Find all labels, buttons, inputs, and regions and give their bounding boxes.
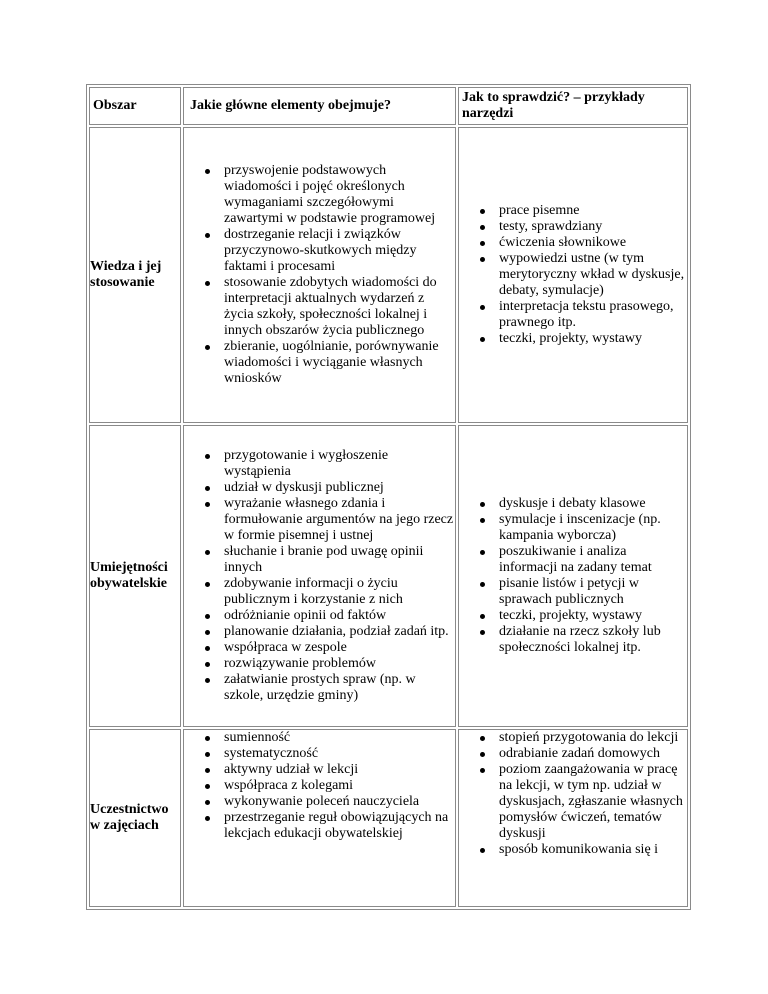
table-header-row <box>89 87 688 125</box>
elements-list <box>184 163 455 387</box>
list-item: dyskusje i debaty klasowe <box>499 496 687 512</box>
header-area-label: Obszar <box>93 98 137 113</box>
list-item: współpraca w zespole <box>224 640 455 656</box>
area-cell <box>89 127 181 423</box>
list-item: teczki, projekty, wystawy <box>499 331 687 347</box>
list-item: rozwiązywanie problemów <box>224 656 455 672</box>
area-label-line1: Uczestnictwo <box>90 802 169 817</box>
list-item: poziom zaangażowania w pracę na lekcji, w tym np. udział w dyskusjach, zgłaszanie własnych pomysłów ćwiczeń, tematów dyskusji <box>499 762 687 842</box>
list-item: teczki, projekty, wystawy <box>499 608 687 624</box>
list-item: przestrzeganie reguł obowiązujących na lekcjach edukacji obywatelskiej <box>224 810 455 842</box>
area-label-line1: Wiedza i jej <box>90 259 162 274</box>
list-item: systematyczność <box>224 746 455 762</box>
list-item: zdobywanie informacji o życiu publicznym i korzystanie z nich <box>224 576 455 608</box>
list-item: załatwianie prostych spraw (np. w szkole, urzędzie gminy) <box>224 672 455 704</box>
area-cell <box>89 729 181 907</box>
list-item: aktywny udział w lekcji <box>224 762 455 778</box>
tools-cell <box>458 127 688 423</box>
table-row-participation <box>89 729 688 907</box>
elements-cell <box>183 729 456 907</box>
tools-list <box>459 496 687 656</box>
list-item: odrabianie zadań domowych <box>499 746 687 762</box>
header-tools <box>458 87 688 125</box>
elements-cell <box>183 127 456 423</box>
list-item: pisanie listów i petycji w sprawach publicznych <box>499 576 687 608</box>
header-tools-line1: Jak to sprawdzić? – przykłady <box>462 90 645 105</box>
list-item: działanie na rzecz szkoły lub społeczności lokalnej itp. <box>499 624 687 656</box>
list-item: przygotowanie i wygłoszenie wystąpienia <box>224 448 455 480</box>
tools-list <box>459 730 687 858</box>
list-item: symulacje i inscenizacje (np. kampania wyborcza) <box>499 512 687 544</box>
list-item: wypowiedzi ustne (w tym merytoryczny wkład w dyskusje, debaty, symulacje) <box>499 251 687 299</box>
list-item: interpretacja tekstu prasowego, prawnego itp. <box>499 299 687 331</box>
assessment-table <box>86 84 691 910</box>
list-item: przyswojenie podstawowych wiadomości i pojęć określonych wymaganiami szczegółowymi zawartymi w podstawie programowej <box>224 163 455 227</box>
list-item: stosowanie zdobytych wiadomości do interpretacji aktualnych wydarzeń z życia szkoły, społeczności lokalnej i innych obszarów życia publicznego <box>224 275 455 339</box>
tools-cell <box>458 425 688 727</box>
list-item: planowanie działania, podział zadań itp. <box>224 624 455 640</box>
elements-list <box>184 448 455 704</box>
header-elements-label: Jakie główne elementy obejmuje? <box>190 98 392 113</box>
list-item: współpraca z kolegami <box>224 778 455 794</box>
area-label-line2: stosowanie <box>90 275 155 290</box>
elements-cell <box>183 425 456 727</box>
list-item: prace pisemne <box>499 203 687 219</box>
area-label-line2: w zajęciach <box>90 818 159 833</box>
list-item: udział w dyskusji publicznej <box>224 480 455 496</box>
list-item: dostrzeganie relacji i związków przyczynowo-skutkowych między faktami i procesami <box>224 227 455 275</box>
area-label-line2: obywatelskie <box>90 576 167 591</box>
tools-list <box>459 203 687 347</box>
list-item: sposób komunikowania się i <box>499 842 687 858</box>
list-item: poszukiwanie i analiza informacji na zadany temat <box>499 544 687 576</box>
list-item: zbieranie, uogólnianie, porównywanie wiadomości i wyciąganie własnych wniosków <box>224 339 455 387</box>
list-item: stopień przygotowania do lekcji <box>499 730 687 746</box>
list-item: słuchanie i branie pod uwagę opinii innych <box>224 544 455 576</box>
list-item: wyrażanie własnego zdania i formułowanie argumentów na jego rzecz w formie pisemnej i ustnej <box>224 496 454 543</box>
table-row-knowledge <box>89 127 688 423</box>
list-item: sumienność <box>224 730 455 746</box>
list-item: wykonywanie poleceń nauczyciela <box>224 794 455 810</box>
table-row-skills <box>89 425 688 727</box>
header-area <box>89 87 181 125</box>
elements-list <box>184 730 455 842</box>
list-item: testy, sprawdziany <box>499 219 687 235</box>
list-item: odróżnianie opinii od faktów <box>224 608 455 624</box>
area-cell <box>89 425 181 727</box>
tools-cell <box>458 729 688 907</box>
header-tools-line2: narzędzi <box>462 106 514 121</box>
area-label-line1: Umiejętności <box>90 560 168 575</box>
header-elements <box>183 87 456 125</box>
list-item: ćwiczenia słownikowe <box>499 235 687 251</box>
